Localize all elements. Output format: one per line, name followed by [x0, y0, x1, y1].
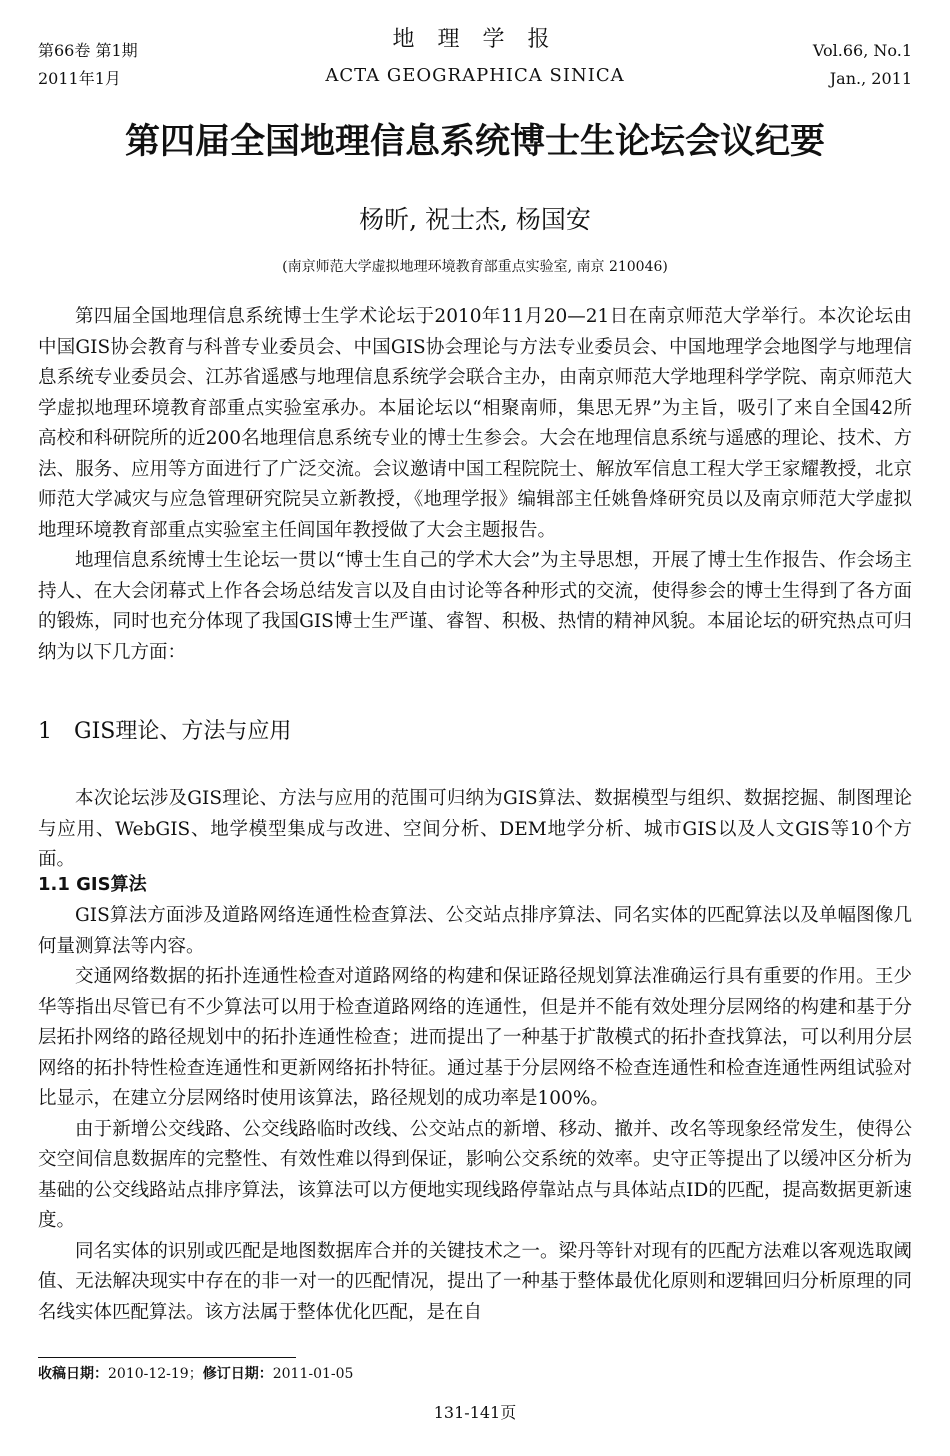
body-paragraph: 由于新增公交线路、公交线路临时改线、公交站点的新增、移动、撤并、改名等现象经常发生，使得公交空间信息数据库的完整性、有效性难以得到保证，影响公交系统的效率。史守正等提出了以缓冲区分析为基础的公交线路站点排序算法，该算法可以方便地实现线路停靠站点与具体站点ID的匹配，提高数据更新速度。: [38, 1118, 912, 1231]
volume-issue-cn: 第66卷 第1期: [38, 41, 138, 60]
intro-paragraph: 第四届全国地理信息系统博士生学术论坛于2010年11月20—21日在南京师范大学举行。本次论坛由中国GIS协会教育与科普专业委员会、中国GIS协会理论与方法专业委员会、中国地理学会地图学与地理信息系统专业委员会、江苏省遥感与地理信息系统学会联合主办，由南京师范大学地理科学学院、南京师范大学虚拟地理环境教育部重点实验室承办。本届论坛以“相聚南师，集思无界”为主旨，吸引了来自全国42所高校和科研院所的近200名地理信息系统专业的博士生参会。大会在地理信息系统与遥感的理论、技术、方法、服务、应用等方面进行了广泛交流。会议邀请中国工程院院士、解放军信息工程大学王家耀教授，北京师范大学减灾与应急管理研究院吴立新教授，《地理学报》编辑部主任姚鲁烽研究员以及南京师范大学虚拟地理环境教育部重点实验室主任闾国年教授做了大会主题报告。: [38, 306, 912, 541]
issue-date-cn: 2011年1月: [38, 69, 121, 88]
authors: 杨昕, 祝士杰, 杨国安: [359, 205, 591, 234]
body-paragraph: 同名实体的识别或匹配是地图数据库合并的关键技术之一。梁丹等针对现有的匹配方法难以客观选取阈值、无法解决现实中存在的非一对一的匹配情况，提出了一种基于整体最优化原则和逻辑回归分析原理的同名线实体匹配算法。该方法属于整体优化匹配，是在自: [38, 1240, 912, 1323]
received-label: 收稿日期：: [38, 1366, 108, 1382]
article-title: 第四届全国地理信息系统博士生论坛会议纪要: [124, 122, 825, 162]
subsection-heading: 1.1 GIS算法: [38, 874, 147, 895]
footnote-divider: [38, 1357, 296, 1358]
revised-label: 修订日期：: [202, 1366, 273, 1382]
intro-paragraph: 地理信息系统博士生论坛一贯以“博士生自己的学术大会”为主导思想，开展了博士生作报告、作会场主持人、在大会闭幕式上作各会场总结发言以及自由讨论等各种形式的交流，使得参会的博士生得到了各方面的锻炼，同时也充分体现了我国GIS博士生严谨、睿智、积极、热情的精神风貌。本届论坛的研究热点可归纳为以下几方面：: [38, 550, 912, 663]
revised-date: 2011-01-05: [272, 1366, 354, 1382]
issue-date-en: Jan., 2011: [829, 69, 912, 88]
body-paragraph: GIS算法方面涉及道路网络连通性检查算法、公交站点排序算法、同名实体的匹配算法以及单幅图像几何量测算法等内容。: [38, 905, 912, 957]
intro-section: [38, 302, 912, 668]
section-body: [38, 784, 912, 876]
journal-title-cn: 地 理 学 报: [392, 27, 558, 52]
volume-issue-en: Vol.66, No.1: [812, 41, 912, 60]
body-paragraph: 交通网络数据的拓扑连通性检查对道路网络的构建和保证路径规划算法准确运行具有重要的作用。王少华等指出尽管已有不少算法可以用于检查道路网络的连通性，但是并不能有效处理分层网络的构建和基于分层拓扑网络的路径规划中的拓扑连通性检查；进而提出了一种基于扩散模式的拓扑查找算法，可以利用分层网络的拓扑特性检查连通性和更新网络拓扑特征。通过基于分层网络不检查连通性和检查连通性两组试验对比显示，在建立分层网络时使用该算法，路径规划的成功率是100%。: [38, 966, 912, 1109]
section-paragraph: 本次论坛涉及GIS理论、方法与应用的范围可归纳为GIS算法、数据模型与组织、数据挖掘、制图理论与应用、WebGIS、地学模型集成与改进、空间分析、DEM地学分析、城市GIS以及人文GIS等10个方面。: [38, 788, 912, 870]
journal-title-en: ACTA GEOGRAPHICA SINICA: [325, 65, 625, 86]
subsection-body: [38, 901, 912, 1328]
footnote: [38, 1364, 353, 1384]
section-heading: 1 GIS理论、方法与应用: [38, 719, 292, 744]
received-date: 2010-12-19；: [108, 1366, 203, 1382]
page-range: 131-141页: [433, 1403, 517, 1422]
affiliation: (南京师范大学虚拟地理环境教育部重点实验室, 南京 210046): [282, 259, 668, 275]
